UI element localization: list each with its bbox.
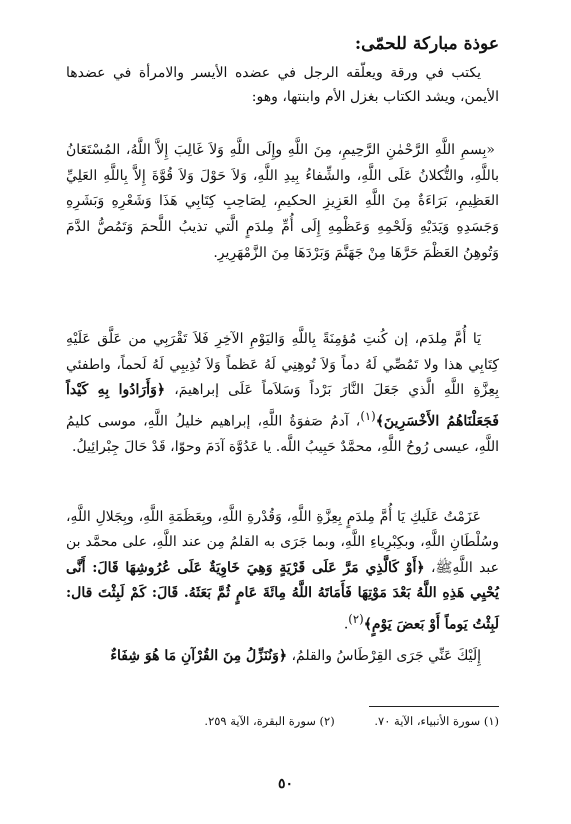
footnote-2: (٢) سورة البقرة، الآية ٢٥٩. <box>204 714 335 728</box>
paragraph-text: يَا أُمَّ مِلدَم، إن كُنتِ مُؤمِنَةً بِاللَّهِ وَاليَوْمِ الآخِرِ فَلاَ تَقْرَبِي من عَلَّق عَلَيْهِ كِتَابِي هذا ولا تَمُصِّي لَهُ دماً وَلاَ تُوهِنِي لَهُ عَظماً وَلاَ تُذِيبِي لَهُ لَحماً، واطفئي بِعِزَّةِ اللَّهِ الَّذي جَعَلَ النَّارَ بَرْداً وَسَلاَماً عَلَى إبراهيمَ، <box>66 331 500 398</box>
intro-paragraph: يكتب في ورقة ويعلّقه الرجل في عضده الأيسر والامرأة في عضدها الأيمن، ويشد الكتاب بغزل الأم وابنتها، وهو: <box>66 65 499 105</box>
paragraph-azamtu <box>66 505 499 638</box>
paragraph-text: إِلَيْكَ عَنِّي جَرَى القِرْطَاسُ والقلمُ، <box>291 648 481 664</box>
footnote-marker: (٢) <box>348 611 364 626</box>
paragraph-text: . <box>343 616 349 633</box>
quran-verse: ﴿وَأَرَادُوا بِهِ كَيْداً فَجَعَلْنَاهُمُ الأَخْسَرِينَ﴾ <box>66 382 499 430</box>
page-number: ٥٠ <box>277 776 294 792</box>
paragraph-text: ، آدمُ صَفوَةُ اللَّهِ، إبراهيم خليلُ اللَّهِ، موسى كليمُ اللَّهِ، عيسى رُوحُ اللَّهِ، محمَّدٌ حَبِيبُ اللَّه. يا عَدُوَّة آدَمَ وحوّا، قَدْ حَالَ جِبْرائِيلُ. <box>66 413 499 455</box>
paragraph-ilayka <box>66 645 499 669</box>
section-heading: عوذة مباركة للحمّى: <box>354 34 499 54</box>
quran-verse: ﴿وَنُنَزِّلُ مِنَ القُرْآنِ مَا هُوَ شِفَاءٌ <box>110 648 288 664</box>
incantation-paragraph: «بِسمِ اللَّهِ الرَّحْمٰنِ الرَّحِيمِ، مِنَ اللَّهِ وإِلَى اللَّهِ وَلاَ غَالِبَ إِلاَّ اللَّهُ، المُسْتَعَانُ باللَّهِ، والتُّكلانُ عَلَى اللَّهِ، والشِّفاءُ بِيدِ اللَّهِ، وَلاَ حَوْلَ وَلاَ قُوَّةَ إِلاَّ بِاللَّهِ العَلِيِّ العَظِيمِ، بَرَاءَةٌ مِنَ اللَّهِ العَزِيزِ الحكيمِ، لِصَاحِبِ كِتَابِي هَذَا وَشَعْرِهِ وَبَشَرِهِ وَجَسَدِهِ وَيَدَيْهِ وَلَحْمِهِ وَعَظْمِهِ إِلَى أُمِّ مِلدَمٍ الَّتي تذيبُ اللَّحمَ وَتَمُصُّ الدَّمَ وَتُوهِنُ العَظْمَ حَرَّهَا مِنْ جَهَنَّمَ وَبَرْدَهَا مِنَ الزَّمْهَرِيرِ. <box>66 142 499 261</box>
quran-verse: ﴿أَوْ كَالَّذِي مَرَّ عَلَى قَرْيَةٍ وَهِيَ خَاوِيَةٌ عَلَى عُرُوشِهَا قَالَ: أَنَّى يُحْيِي هَذِهِ اللَّهُ بَعْدَ مَوْتِهَا فَأَمَاتَهُ اللَّهُ مِائَةَ عَامٍ ثُمَّ بَعَثَهُ. قَالَ: كَمْ لَبِثْتَ قال: لَبِثْتُ يَوماً أَوْ بَعضَ يَوْمٍ﴾ <box>66 559 499 633</box>
footnote-1: (١) سورة الأنبياء، الآية ٧٠. <box>374 714 499 728</box>
footnote-divider <box>369 706 499 707</box>
paragraph-umm-mildam <box>66 327 499 460</box>
footnotes <box>204 714 499 728</box>
footnote-marker: (١) <box>360 408 376 423</box>
paragraph-text: عَزَمْتُ عَلَيكِ يَا أُمَّ مِلدَمٍ بِعِزَّةِ اللَّهِ، وَقُدْرةِ اللَّهِ، وبِعَظَمَةِ اللَّهِ، وبِجَلالِ اللَّهِ، وسُلْطَانِ اللَّهِ، وبكِبْرِياءِ اللَّهِ، وبما جَرَى به القلمُ مِن عند اللَّهِ، على محمَّد بن عبد اللَّهِﷺ، <box>66 509 500 576</box>
